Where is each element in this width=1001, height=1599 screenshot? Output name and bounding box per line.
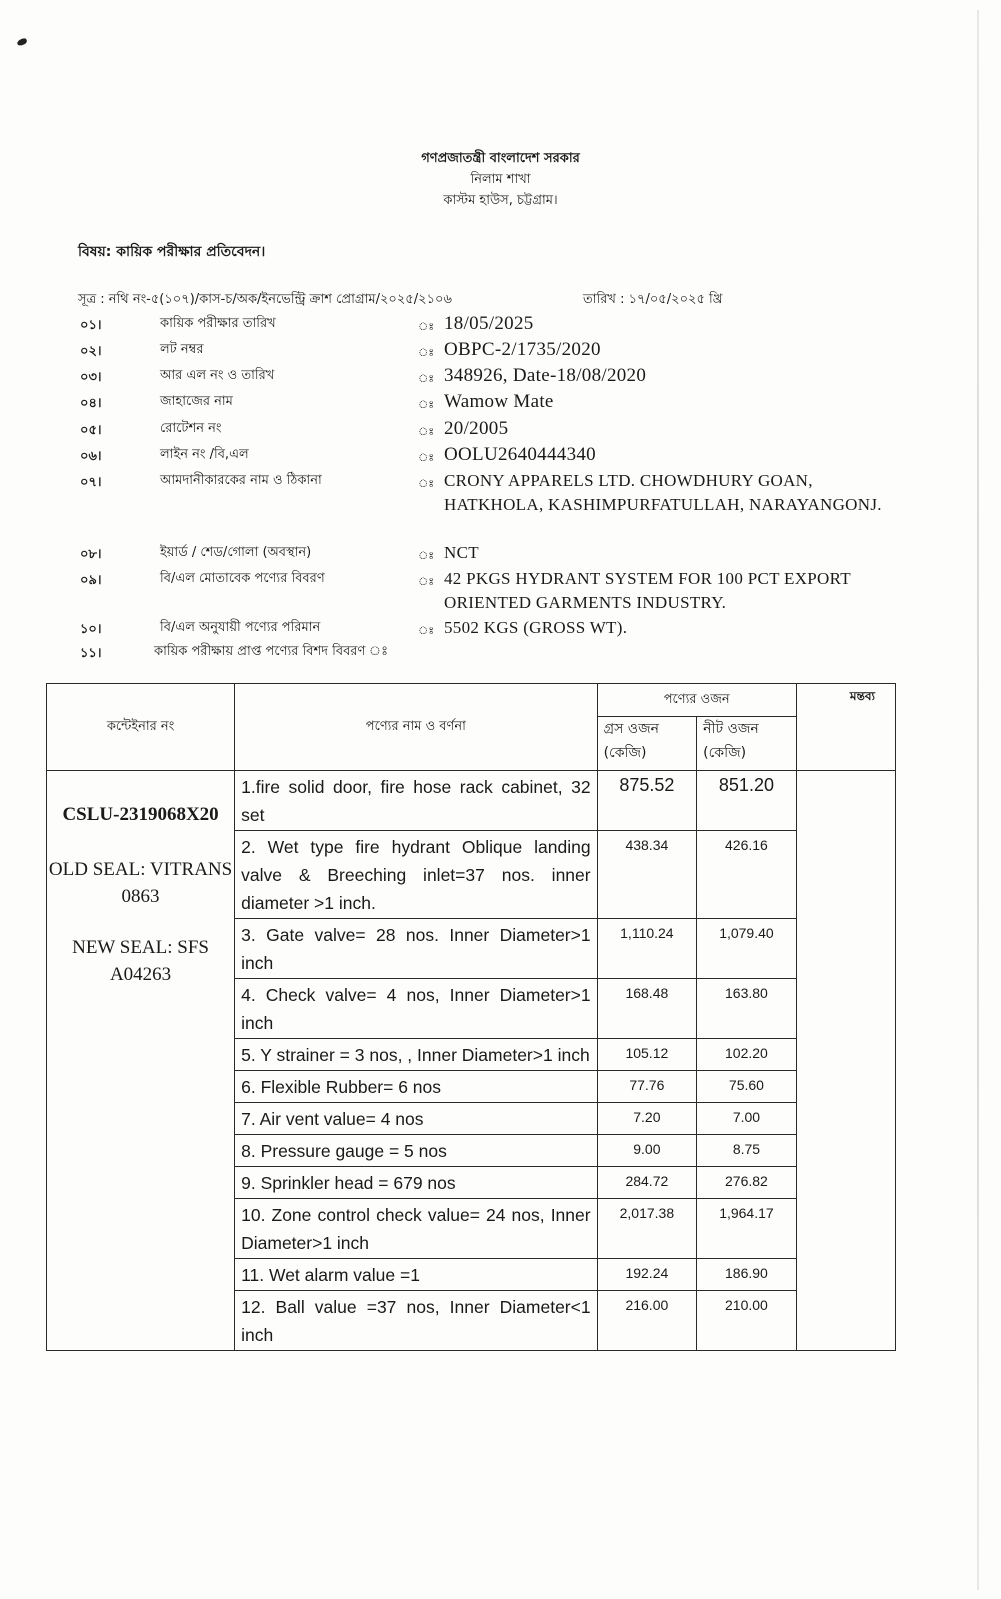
net-weight: 186.90	[697, 1259, 797, 1291]
item-description: 7. Air vent value= 4 nos	[235, 1103, 597, 1135]
net-weight: 1,079.40	[697, 919, 797, 979]
gross-weight: 284.72	[597, 1167, 697, 1199]
field-separator: ঃ	[418, 320, 435, 333]
field-separator: ঃ	[418, 346, 435, 359]
field-number: ০২।	[80, 344, 102, 359]
field-separator: ঃ	[418, 575, 435, 588]
field-label: লাইন নং /বি,এল	[160, 447, 249, 462]
field-value: 5502 KGS (GROSS WT).	[444, 618, 628, 637]
net-weight: 7.00	[697, 1103, 797, 1135]
gross-weight: 9.00	[597, 1135, 697, 1167]
item-description: 1.fire solid door, fire hose rack cabinet, 32 set	[235, 771, 597, 831]
subject-line: বিষয়: কায়িক পরীক্ষার প্রতিবেদন।	[78, 244, 266, 260]
document-header	[0, 148, 1001, 211]
field-value: CRONY APPARELS LTD. CHOWDHURY GOAN, HATKHOLA, KASHIMPURFATULLAH, NARAYANGONJ.	[444, 471, 882, 514]
field-separator: ঃ	[418, 477, 435, 490]
container-cell	[47, 771, 235, 1351]
item-description: 11. Wet alarm value =1	[235, 1259, 597, 1291]
inspection-table	[46, 683, 896, 1351]
field-label: আর এল নং ও তারিখ	[160, 368, 275, 383]
reference-line	[78, 290, 778, 311]
government-name: গণপ্রজাতন্ত্রী বাংলাদেশ সরকার	[421, 151, 580, 166]
header-gross-weight: গ্রস ওজন (কেজি)	[597, 717, 697, 771]
header-container-no: কন্টেইনার নং	[47, 684, 235, 771]
item-description: 4. Check valve= 4 nos, Inner Diameter>1 inch	[235, 979, 597, 1039]
gross-weight: 105.12	[597, 1039, 697, 1071]
field-label: কায়িক পরীক্ষায় প্রাপ্ত পণ্যের বিশদ বিবরণ ঃ	[154, 644, 389, 659]
container-number: CSLU-2319068X20	[62, 804, 219, 825]
field-separator: ঃ	[418, 425, 435, 438]
new-seal: NEW SEAL: SFS A04263	[72, 937, 209, 985]
net-weight: 851.20	[697, 771, 797, 831]
gross-weight: 875.52	[597, 771, 697, 831]
header-net-weight: নীট ওজন (কেজি)	[697, 717, 797, 771]
gross-weight: 2,017.38	[597, 1199, 697, 1259]
field-row	[80, 390, 900, 415]
gross-weight: 168.48	[597, 979, 697, 1039]
net-weight: 8.75	[697, 1135, 797, 1167]
gross-weight: 7.20	[597, 1103, 697, 1135]
item-description: 10. Zone control check value= 24 nos, Inner Diameter>1 inch	[235, 1199, 597, 1259]
field-row	[80, 312, 900, 337]
field-number: ০৯।	[80, 573, 102, 588]
gross-weight: 438.34	[597, 831, 697, 919]
old-seal: OLD SEAL: VITRANS 0863	[48, 859, 233, 907]
field-row	[80, 567, 900, 615]
section-name: নিলাম শাখা	[470, 172, 531, 187]
field-row	[80, 616, 900, 641]
field-label: রোটেশন নং	[160, 421, 222, 436]
net-weight: 426.16	[697, 831, 797, 919]
field-row	[80, 364, 900, 389]
field-label: ইয়ার্ড / শেড/গোলা (অবস্থান)	[160, 545, 312, 560]
field-separator: ঃ	[418, 398, 435, 411]
field-separator: ঃ	[418, 624, 435, 637]
field-row	[80, 640, 900, 665]
field-value: Wamow Mate	[444, 391, 554, 412]
reference-number: সূত্র : নথি নং-৫(১০৭)/কাস-চ/অক/ইনভেন্ট্রি ক্রাশ প্রোগ্রাম/২০২৫/২১০৬	[78, 292, 452, 307]
item-description: 2. Wet type fire hydrant Oblique landing valve & Breeching inlet=37 nos. inner diameter >1 inch.	[235, 831, 597, 919]
gross-weight: 1,110.24	[597, 919, 697, 979]
field-row	[80, 469, 900, 517]
field-value: 348926, Date-18/08/2020	[444, 365, 647, 386]
gross-weight: 192.24	[597, 1259, 697, 1291]
field-number: ০৬।	[80, 449, 102, 464]
field-number: ০৩।	[80, 370, 102, 385]
field-row	[80, 443, 900, 468]
field-separator: ঃ	[418, 451, 435, 464]
gross-weight: 216.00	[597, 1291, 697, 1351]
item-description: 3. Gate valve= 28 nos. Inner Diameter>1 inch	[235, 919, 597, 979]
field-number: ০৫।	[80, 423, 102, 438]
field-label: বি/এল অনুযায়ী পণ্যের পরিমান	[160, 620, 321, 635]
field-row	[80, 541, 900, 566]
item-description: 8. Pressure gauge = 5 nos	[235, 1135, 597, 1167]
header-weight: পণ্যের ওজন	[597, 684, 796, 717]
field-number: ০৮।	[80, 547, 102, 562]
field-value: 42 PKGS HYDRANT SYSTEM FOR 100 PCT EXPORT ORIENTED GARMENTS INDUSTRY.	[444, 569, 851, 612]
field-number: ১০।	[80, 622, 102, 637]
field-number: ০৪।	[80, 396, 102, 411]
field-value: 20/2005	[444, 418, 509, 439]
field-row	[80, 338, 900, 363]
net-weight: 276.82	[697, 1167, 797, 1199]
header-description: পণ্যের নাম ও বর্ণনা	[235, 684, 597, 771]
field-value: 18/05/2025	[444, 313, 534, 334]
office-name: কাস্টম হাউস, চট্টগ্রাম।	[443, 193, 558, 208]
field-number: ১১।	[80, 646, 102, 661]
field-value: OBPC-2/1735/2020	[444, 339, 601, 360]
page-edge-shadow	[977, 10, 979, 1590]
gross-weight: 77.76	[597, 1071, 697, 1103]
net-weight: 102.20	[697, 1039, 797, 1071]
table-row	[47, 771, 896, 831]
header-remarks: মন্তব্য	[796, 684, 895, 771]
net-weight: 75.60	[697, 1071, 797, 1103]
remarks-cell	[796, 771, 895, 1351]
item-description: 6. Flexible Rubber= 6 nos	[235, 1071, 597, 1103]
field-separator: ঃ	[418, 372, 435, 385]
field-separator: ঃ	[418, 549, 435, 562]
item-description: 12. Ball value =37 nos, Inner Diameter<1 inch	[235, 1291, 597, 1351]
net-weight: 1,964.17	[697, 1199, 797, 1259]
reference-date: তারিখ : ১৭/০৫/২০২৫ খ্রি	[583, 292, 723, 307]
field-label: বি/এল মোতাবেক পণ্যের বিবরণ	[160, 571, 325, 586]
ink-speck	[16, 37, 27, 46]
net-weight: 210.00	[697, 1291, 797, 1351]
field-number: ০৭।	[80, 475, 102, 490]
item-description: 9. Sprinkler head = 679 nos	[235, 1167, 597, 1199]
field-row	[80, 417, 900, 442]
field-label: কায়িক পরীক্ষার তারিখ	[160, 316, 276, 331]
inspection-table-wrapper	[46, 683, 896, 1351]
field-value: NCT	[444, 543, 479, 562]
field-label: আমদানীকারকের নাম ও ঠিকানা	[160, 473, 322, 488]
field-label: লট নম্বর	[160, 342, 204, 357]
field-value: OOLU2640444340	[444, 444, 596, 465]
net-weight: 163.80	[697, 979, 797, 1039]
field-label: জাহাজের নাম	[160, 394, 233, 409]
field-number: ০১।	[80, 318, 102, 333]
item-description: 5. Y strainer = 3 nos, , Inner Diameter>1 inch	[235, 1039, 597, 1071]
